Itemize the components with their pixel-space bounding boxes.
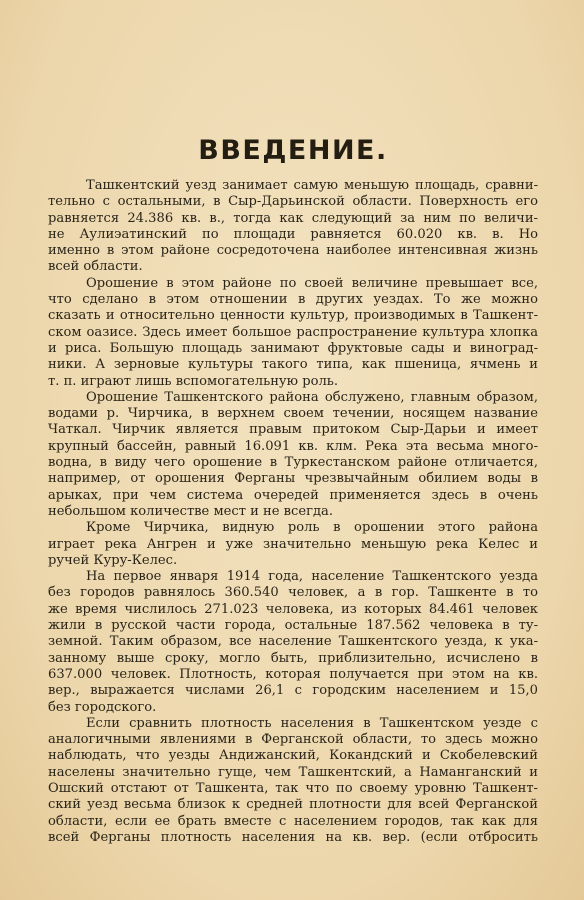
text-line: ском оазисе. Здесь имеет большое распространение культура хлопка [48, 324, 538, 340]
text-line: и риса. Большую площадь занимают фруктовые сады и виноград- [48, 340, 538, 356]
paragraph [48, 569, 538, 716]
text-line: например, от орошения Ферганы чрезвычайным обилием воды в [48, 471, 538, 487]
text-line: 637.000 человек. Плотность, которая получается при этом на кв. [48, 666, 538, 682]
text-line: без городов равнялось 360.540 человек, а в гор. Ташкенте в то [48, 585, 538, 601]
text-line: водами р. Чирчика, в верхнем своем течении, носящем название [48, 406, 538, 422]
text-line: Ошский отстают от Ташкента, так что по своему уровню Ташкент- [48, 780, 538, 796]
text-line: всей области. [48, 259, 143, 275]
text-line: На первое января 1914 года, население Ташкентского уезда [86, 569, 538, 585]
text-line: же время числилось 271.023 человека, из которых 84.461 человек [48, 601, 538, 617]
text-line: ручей Куру-Келес. [48, 552, 178, 568]
text-line: населены значительно гуще, чем Ташкентский, а Наманганский и [48, 764, 538, 780]
paragraph [48, 390, 538, 520]
text-line: ский уезд весьма близок к средней плотности для всей Ферганской [48, 797, 538, 813]
text-line: крупный бассейн, равный 16.091 кв. клм. Река эта весьма много- [48, 438, 538, 454]
text-line: тельно с остальными, в Сыр-Дарьинской области. Поверхность его [48, 194, 538, 210]
text-line: т. п. играют лишь вспомогательную роль. [48, 373, 339, 389]
text-line: Орошение Ташкентского района обслужено, главным образом, [86, 389, 538, 405]
text-line: наблюдать, что уезды Андижанский, Кокандский и Скобелевский [48, 748, 538, 764]
text-line: Кроме Чирчика, видную роль в орошении этого района [86, 520, 538, 536]
paragraph [48, 520, 538, 569]
text-line: жили в русской части города, остальные 187.562 человека в ту- [48, 618, 538, 634]
text-line: Если сравнить плотность населения в Ташкентском уезде с [86, 715, 538, 731]
paragraph [48, 276, 538, 390]
text-line: сказать и относительно ценности культур, производимых в Ташкент- [48, 308, 538, 324]
text-line: Орошение в этом районе по своей величине превышает все, [86, 275, 538, 291]
document-page [48, 132, 538, 846]
text-line: аналогичными явлениями в Ферганской области, то здесь можно [48, 732, 538, 748]
text-line: Чаткал. Чирчик является правым притоком Сыр-Дарьи и имеет [48, 422, 538, 438]
text-line: всей Ферганы плотность населения на кв. вер. (если отбросить [48, 829, 538, 845]
text-line: земной. Таким образом, все население Ташкентского уезда, к ука- [48, 634, 538, 650]
paragraph [48, 716, 538, 846]
paragraph [48, 178, 538, 276]
text-line: Ташкентский уезд занимает самую меньшую площадь, сравни- [86, 178, 538, 193]
text-line: что сделано в этом отношении в других уездах. То же можно [48, 292, 538, 308]
text-line: области, если ее брать вместе с населением городов, так как для [48, 813, 538, 829]
text-line: арыках, при чем система очередей применяется здесь в очень [48, 487, 538, 503]
text-line: именно в этом районе сосредоточена наиболее интенсивная жизнь [48, 243, 538, 259]
text-line: водна, в виду чего орошение в Туркестанском районе отличается, [48, 455, 538, 471]
text-line: ники. А зерновые культуры такого типа, как пшеница, ячмень и [48, 357, 538, 373]
body-text [48, 178, 538, 846]
text-line: не Аулиэатинский по площади равняется 60.020 кв. в. Но [48, 226, 538, 242]
text-line: равняется 24.386 кв. в., тогда как следующий за ним по величи- [48, 210, 538, 226]
page-title: ВВЕДЕНИЕ. [198, 135, 388, 166]
text-line: без городского. [48, 699, 157, 715]
text-line: играет река Ангрен и уже значительно меньшую река Келес и [48, 536, 538, 552]
text-line: вер., выражается числами 26,1 с городским населением и 15,0 [48, 683, 538, 699]
text-line: небольшом количестве мест и не всегда. [48, 503, 334, 519]
text-line: занному выше сроку, могло быть, приблизительно, исчислено в [48, 650, 538, 666]
